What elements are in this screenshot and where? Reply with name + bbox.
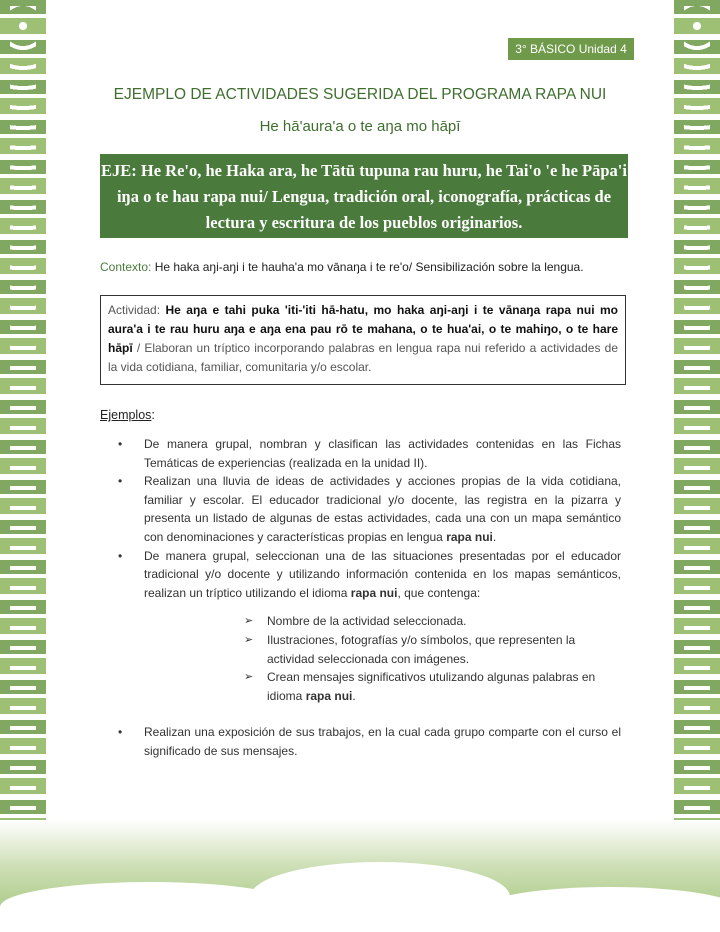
contexto [100,260,584,274]
ejemplos-list [118,435,621,602]
eje-banner: EJE: He Re'o, he Haka ara, he Tātū tupuna rau huru, he Tai'o 'e he Pāpa'i iŋa o te hau rapa nui/ Lengua, tradición oral, iconografía, prácticas de lectura y escritura de los pueblos originarios. [100,154,628,238]
list-item: • Realizan una lluvia de ideas de actividades y acciones propias de la vida cotidiana, familiar y escolar. El educador tradicional y/o docente, las registra en la pizarra y presenta un listado de algunas de estas actividades, cada una con un mapa semántico con denominaciones y características propias en lengua rapa nui. [118,472,621,546]
list-item: ➢ Nombre de la actividad seleccionada. [244,612,622,631]
ejemplos-list-final [118,723,621,760]
triptico-contents-list [244,612,622,705]
list-item: ➢ Ilustraciones, fotografías y/o símbolos, que representen la actividad seleccionada con imágenes. [244,631,622,668]
actividad-text: / Elaboran un tríptico incorporando palabras en lengua rapa nui referido a actividades de la vida cotidiana, familiar, comunitaria y/o escolar. [108,341,618,374]
page-subtitle: He hā'aura'a o te aŋa mo hāpī [259,118,461,135]
list-item: ➢ Crean mensajes significativos utulizando algunas palabras en idioma rapa nui. [244,668,622,705]
grade-badge: 3° BÁSICO Unidad 4 [508,38,634,60]
landscape-footer-illustration [0,820,720,932]
list-item: • Realizan una exposición de sus trabajos, en la cual cada grupo comparte con el curso el significado de sus mensajes. [118,723,621,760]
ejemplos-heading: Ejemplos: [100,408,155,422]
list-item: • De manera grupal, nombran y clasifican las actividades contenidas en las Fichas Temáticas de experiencias (realizada en la unidad II). [118,435,621,472]
contexto-text: He haka aŋi-aŋi i te hauha'a mo vānaŋa i te re'o/ Sensibilización sobre la lengua. [151,260,584,274]
left-decorative-border [0,0,46,820]
actividad-box [100,295,626,385]
actividad-label: Actividad: [108,303,166,317]
list-item: • De manera grupal, seleccionan una de las situaciones presentadas por el educador tradicional y/o docente y utilizando información contenida en los mapas semánticos, realizan un tríptico utilizando el idioma rapa nui, que contenga: [118,547,621,603]
right-decorative-border [674,0,720,820]
ejemplos-section [118,435,621,761]
page-title: EJEMPLO DE ACTIVIDADES SUGERIDA DEL PROGRAMA RAPA NUI [113,86,607,103]
actividad-rapanui: He aŋa e tahi puka 'iti-'iti hā-hatu, mo haka aŋi-aŋi i te vānaŋa rapa nui mo aura'a i te rau huru aŋa e aŋa ena pau rō te mahana, o te hua'ai, o te mahiŋo, o te hare hāpī [108,303,618,355]
contexto-label: Contexto: [100,260,152,274]
